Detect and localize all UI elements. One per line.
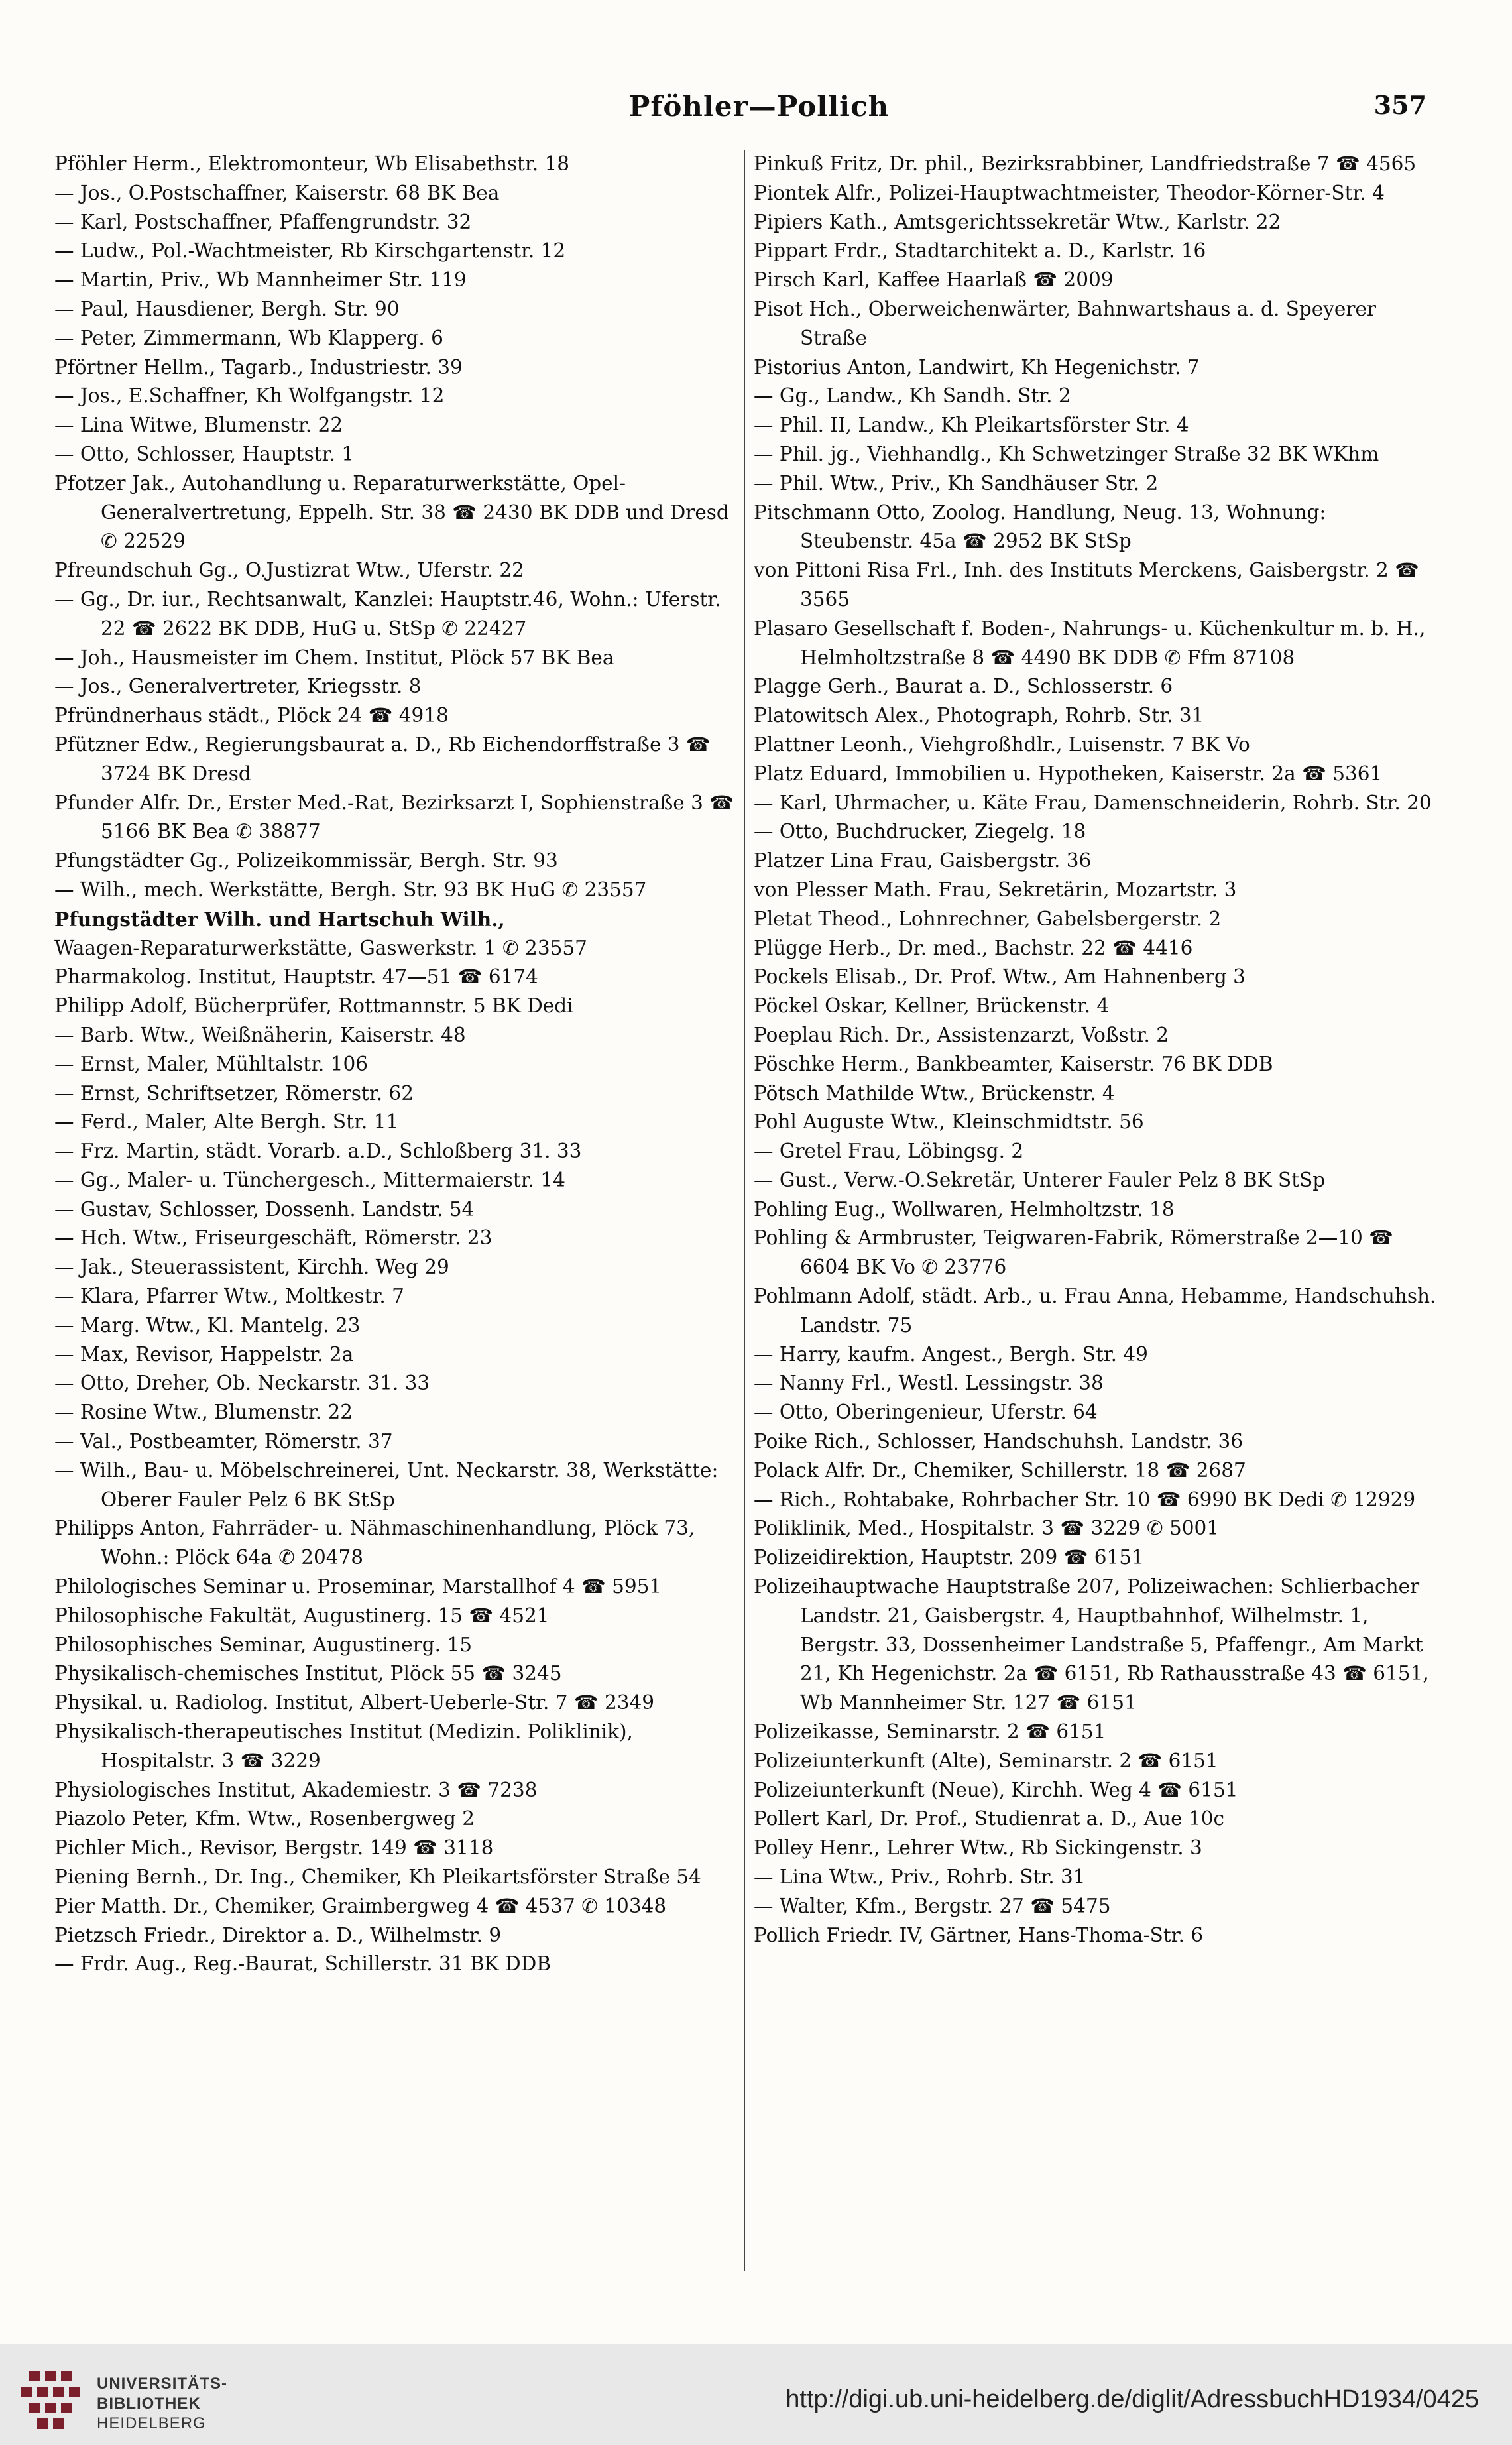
directory-entry: — Klara, Pfarrer Wtw., Moltkestr. 7 — [54, 1285, 404, 1308]
directory-entry: Pohling & Armbruster, Teigwaren-Fabrik, Römerstraße 2—10 ☎ 6604 BK Vo ✆ 23776 — [754, 1226, 1393, 1279]
directory-entry: Pisot Hch., Oberweichenwärter, Bahnwartshaus a. d. Speyerer Straße — [754, 297, 1377, 349]
directory-entry: Polizeiunterkunft (Neue), Kirchh. Weg 4 ☎ 6151 — [754, 1778, 1238, 1801]
left-column — [54, 150, 737, 2271]
directory-entry: — Karl, Postschaffner, Pfaffengrundstr. 32 — [54, 210, 472, 233]
directory-entry: — Otto, Schlosser, Hauptstr. 1 — [54, 442, 354, 465]
directory-entry: Pirsch Karl, Kaffee Haarlaß ☎ 2009 — [754, 268, 1114, 292]
directory-entry: Poeplau Rich. Dr., Assistenzarzt, Voßstr. 2 — [754, 1023, 1169, 1046]
directory-entry: Pharmakolog. Institut, Hauptstr. 47—51 ☎ 6174 — [54, 965, 538, 988]
directory-entry: Plasaro Gesellschaft f. Boden-, Nahrungs- u. Küchenkultur m. b. H., Helmholtzstraße 8 ☎ 4490 BK DDB ✆ Ffm 87108 — [754, 617, 1426, 669]
directory-entry: — Otto, Dreher, Ob. Neckarstr. 31. 33 — [54, 1372, 430, 1395]
directory-entry: — Lina Witwe, Blumenstr. 22 — [54, 414, 343, 437]
directory-entry: Pletat Theod., Lohnrechner, Gabelsbergerstr. 2 — [754, 907, 1222, 930]
library-seal-icon — [16, 2364, 89, 2437]
directory-entry: — Martin, Priv., Wb Mannheimer Str. 119 — [54, 268, 467, 292]
directory-entry: Pfunder Alfr. Dr., Erster Med.-Rat, Bezirksarzt I, Sophienstraße 3 ☎ 5166 BK Bea ✆ 38877 — [54, 791, 734, 843]
directory-entry: Polizeiunterkunft (Alte), Seminarstr. 2 ☎ 6151 — [754, 1749, 1218, 1772]
directory-entry: Piazolo Peter, Kfm. Wtw., Rosenbergweg 2 — [54, 1807, 475, 1830]
directory-entry: — Otto, Oberingenieur, Uferstr. 64 — [754, 1401, 1098, 1424]
directory-entry: Polizeidirektion, Hauptstr. 209 ☎ 6151 — [754, 1546, 1144, 1569]
directory-entry: — Wilh., mech. Werkstätte, Bergh. Str. 93 BK HuG ✆ 23557 — [54, 878, 647, 901]
directory-entry: Physikal. u. Radiolog. Institut, Albert-Ueberle-Str. 7 ☎ 2349 — [54, 1691, 655, 1714]
directory-entry: Pockels Elisab., Dr. Prof. Wtw., Am Hahnenberg 3 — [754, 965, 1246, 988]
directory-entry: Philologisches Seminar u. Proseminar, Marstallhof 4 ☎ 5951 — [54, 1575, 662, 1598]
directory-entry: — Gg., Maler- u. Tünchergesch., Mittermaierstr. 14 — [54, 1168, 565, 1191]
directory-entry: — Frz. Martin, städt. Vorarb. a.D., Schloßberg 31. 33 — [54, 1140, 582, 1163]
directory-entry: Polack Alfr. Dr., Chemiker, Schillerstr. 18 ☎ 2687 — [754, 1459, 1246, 1482]
directory-columns — [54, 150, 1453, 2271]
directory-entry: Philipp Adolf, Bücherprüfer, Rottmannstr. 5 BK Dedi — [54, 994, 573, 1018]
library-logo — [16, 2357, 255, 2437]
directory-entry: — Phil. jg., Viehhandlg., Kh Schwetzinger Straße 32 BK WKhm — [754, 442, 1379, 465]
directory-entry: — Gustav, Schlosser, Dossenh. Landstr. 54 — [54, 1197, 475, 1221]
directory-entry: Poliklinik, Med., Hospitalstr. 3 ☎ 3229 ✆ 5001 — [754, 1517, 1220, 1540]
logo-text-line2: BIBLIOTHEK — [97, 2395, 201, 2413]
directory-entry: Polley Henr., Lehrer Wtw., Rb Sickingenstr. 3 — [754, 1836, 1202, 1860]
column-divider — [744, 150, 745, 2271]
directory-entry: Polizeihauptwache Hauptstraße 207, Polizeiwachen: Schlierbacher Landstr. 21, Gaisbergstr. 4, Hauptbahnhof, Wilhelmstr. 1, Bergstr. 33, Dossenheimer Landstraße 5, Pfaffengr., Am Markt 21, Kh Hegenichstr. 2a ☎ 6151, Rb Rathausstraße 43 ☎ 6151, Wb Mannheimer Str. 127 ☎ 6151 — [754, 1575, 1429, 1714]
directory-entry: Pinkuß Fritz, Dr. phil., Bezirksrabbiner, Landfriedstraße 7 ☎ 4565 — [754, 152, 1417, 175]
logo-text-line3: HEIDELBERG — [97, 2415, 206, 2432]
library-footer — [0, 2344, 1512, 2445]
directory-entry: Pohlmann Adolf, städt. Arb., u. Frau Anna, Hebamme, Handschuhsh. Landstr. 75 — [754, 1285, 1436, 1337]
directory-entry: Pförtner Hellm., Tagarb., Industriestr. 39 — [54, 355, 463, 379]
directory-entry: Pföhler Herm., Elektromonteur, Wb Elisabethstr. 18 — [54, 152, 570, 175]
directory-entry: Waagen-Reparaturwerkstätte, Gaswerkstr. 1 ✆ 23557 — [54, 936, 587, 959]
directory-entry: — Jak., Steuerassistent, Kirchh. Weg 29 — [54, 1256, 449, 1279]
directory-entry: Pohling Eug., Wollwaren, Helmholtzstr. 18 — [754, 1197, 1175, 1221]
directory-entry: — Lina Wtw., Priv., Rohrb. Str. 31 — [754, 1866, 1086, 1889]
directory-entry: Pichler Mich., Revisor, Bergstr. 149 ☎ 3118 — [54, 1836, 494, 1860]
directory-entry: Piening Bernh., Dr. Ing., Chemiker, Kh Pleikartsförster Straße 54 — [54, 1866, 701, 1889]
directory-entry: Plagge Gerh., Baurat a. D., Schlosserstr. 6 — [754, 675, 1173, 698]
directory-entry: Pistorius Anton, Landwirt, Kh Hegenichstr. 7 — [754, 355, 1200, 379]
directory-entry: Pitschmann Otto, Zoolog. Handlung, Neug. 13, Wohnung: Steubenstr. 45a ☎ 2952 BK StSp — [754, 501, 1326, 553]
directory-entry: — Gg., Landw., Kh Sandh. Str. 2 — [754, 385, 1071, 408]
directory-entry: Plügge Herb., Dr. med., Bachstr. 22 ☎ 4416 — [754, 936, 1193, 959]
directory-entry: — Karl, Uhrmacher, u. Käte Frau, Damenschneiderin, Rohrb. Str. 20 — [754, 791, 1432, 814]
directory-entry: Poike Rich., Schlosser, Handschuhsh. Landstr. 36 — [754, 1430, 1244, 1453]
directory-entry: — Rich., Rohtabake, Rohrbacher Str. 10 ☎ 6990 BK Dedi ✆ 12929 — [754, 1488, 1416, 1511]
directory-entry: Pollich Friedr. IV, Gärtner, Hans-Thoma-Str. 6 — [754, 1923, 1204, 1946]
directory-entry: Piontek Alfr., Polizei-Hauptwachtmeister, Theodor-Körner-Str. 4 — [754, 181, 1385, 204]
directory-entry: Pöschke Herm., Bankbeamter, Kaiserstr. 76 BK DDB — [754, 1052, 1273, 1075]
directory-entry: — Jos., Generalvertreter, Kriegsstr. 8 — [54, 675, 422, 698]
directory-entry: — Max, Revisor, Happelstr. 2a — [54, 1342, 354, 1366]
directory-entry: Pfründnerhaus städt., Plöck 24 ☎ 4918 — [54, 704, 449, 727]
directory-entry: — Gust., Verw.-O.Sekretär, Unterer Fauler Pelz 8 BK StSp — [754, 1168, 1326, 1191]
directory-entry: — Nanny Frl., Westl. Lessingstr. 38 — [754, 1372, 1104, 1395]
directory-entry: von Plesser Math. Frau, Sekretärin, Mozartstr. 3 — [754, 878, 1237, 901]
directory-entry: — Jos., E.Schaffner, Kh Wolfgangstr. 12 — [54, 385, 445, 408]
directory-entry: — Paul, Hausdiener, Bergh. Str. 90 — [54, 297, 400, 320]
directory-entry: — Hch. Wtw., Friseurgeschäft, Römerstr. 23 — [54, 1226, 493, 1250]
directory-entry: — Phil. II, Landw., Kh Pleikartsförster Str. 4 — [754, 414, 1189, 437]
logo-text-line1: UNIVERSITÄTS- — [97, 2375, 228, 2393]
directory-entry: — Ernst, Maler, Mühltalstr. 106 — [54, 1052, 368, 1075]
directory-entry: Platowitsch Alex., Photograph, Rohrb. Str. 31 — [754, 704, 1204, 727]
directory-entry: Philosophische Fakultät, Augustinerg. 15 ☎ 4521 — [54, 1604, 550, 1627]
directory-entry: — Ludw., Pol.-Wachtmeister, Rb Kirschgartenstr. 12 — [54, 239, 566, 263]
directory-entry: — Walter, Kfm., Bergstr. 27 ☎ 5475 — [754, 1894, 1111, 1917]
directory-entry: Pippart Frdr., Stadtarchitekt a. D., Karlstr. 16 — [754, 239, 1206, 263]
directory-entry: Pfungstädter Wilh. und Hartschuh Wilh., — [54, 907, 505, 931]
directory-entry: — Val., Postbeamter, Römerstr. 37 — [54, 1430, 393, 1453]
directory-entry: — Rosine Wtw., Blumenstr. 22 — [54, 1401, 353, 1424]
directory-entry: Pipiers Kath., Amtsgerichtssekretär Wtw., Karlstr. 22 — [754, 210, 1281, 233]
directory-entry: — Joh., Hausmeister im Chem. Institut, Plöck 57 BK Bea — [54, 646, 614, 669]
directory-entry: Pfreundschuh Gg., O.Justizrat Wtw., Uferstr. 22 — [54, 559, 524, 582]
directory-entry: — Otto, Buchdrucker, Ziegelg. 18 — [754, 820, 1086, 843]
directory-entry: — Ernst, Schriftsetzer, Römerstr. 62 — [54, 1081, 414, 1104]
page-header — [60, 90, 1458, 130]
directory-entry: — Frdr. Aug., Reg.-Baurat, Schillerstr. 31 BK DDB — [54, 1952, 551, 1976]
directory-entry: — Wilh., Bau- u. Möbelschreinerei, Unt. Neckarstr. 38, Werkstätte: Oberer Fauler Pelz 6 BK StSp — [54, 1459, 719, 1511]
directory-entry: Philipps Anton, Fahrräder- u. Nähmaschinenhandlung, Plöck 73, Wohn.: Plöck 64a ✆ 20478 — [54, 1517, 695, 1569]
directory-entry: Polizeikasse, Seminarstr. 2 ☎ 6151 — [754, 1720, 1106, 1744]
directory-entry: Pollert Karl, Dr. Prof., Studienrat a. D., Aue 10c — [754, 1807, 1225, 1830]
directory-entry: Platz Eduard, Immobilien u. Hypotheken, Kaiserstr. 2a ☎ 5361 — [754, 762, 1383, 785]
right-column — [754, 150, 1436, 2271]
page-title: Pföhler—Pollich — [628, 90, 890, 123]
directory-entry: Philosophisches Seminar, Augustinerg. 15 — [54, 1633, 472, 1656]
directory-entry: Pohl Auguste Wtw., Kleinschmidtstr. 56 — [754, 1110, 1144, 1134]
directory-entry: Plattner Leonh., Viehgroßhdlr., Luisenstr. 7 BK Vo — [754, 733, 1250, 756]
directory-entry: — Phil. Wtw., Priv., Kh Sandhäuser Str. 2 — [754, 471, 1159, 495]
directory-entry: — Ferd., Maler, Alte Bergh. Str. 11 — [54, 1110, 399, 1134]
directory-entry: — Gretel Frau, Löbingsg. 2 — [754, 1140, 1024, 1163]
directory-entry: Physikalisch-therapeutisches Institut (Medizin. Poliklinik), Hospitalstr. 3 ☎ 3229 — [54, 1720, 633, 1772]
directory-entry: Physikalisch-chemisches Institut, Plöck 55 ☎ 3245 — [54, 1662, 562, 1685]
directory-entry: — Gg., Dr. iur., Rechtsanwalt, Kanzlei: Hauptstr.46, Wohn.: Uferstr. 22 ☎ 2622 BK DDB, HuG u. StSp ✆ 22427 — [54, 587, 721, 640]
directory-entry: Pötsch Mathilde Wtw., Brückenstr. 4 — [754, 1081, 1115, 1104]
directory-entry: Pietzsch Friedr., Direktor a. D., Wilhelmstr. 9 — [54, 1923, 502, 1946]
directory-entry: Pfotzer Jak., Autohandlung u. Reparaturwerkstätte, Opel-Generalvertretung, Eppelh. Str. 38 ☎ 2430 BK DDB und Dresd ✆ 22529 — [54, 471, 729, 553]
directory-entry: — Harry, kaufm. Angest., Bergh. Str. 49 — [754, 1342, 1148, 1366]
page-number: 357 — [1373, 90, 1426, 120]
directory-entry: — Jos., O.Postschaffner, Kaiserstr. 68 BK Bea — [54, 181, 500, 204]
directory-entry: — Marg. Wtw., Kl. Mantelg. 23 — [54, 1313, 361, 1337]
directory-entry: Pöckel Oskar, Kellner, Brückenstr. 4 — [754, 994, 1110, 1018]
directory-entry: — Barb. Wtw., Weißnäherin, Kaiserstr. 48 — [54, 1023, 466, 1046]
directory-entry: von Pittoni Risa Frl., Inh. des Instituts Merckens, Gaisbergstr. 2 ☎ 3565 — [754, 559, 1419, 611]
directory-entry: Pfungstädter Gg., Polizeikommissär, Bergh. Str. 93 — [54, 849, 558, 872]
source-url-link[interactable]: http://digi.ub.uni-heidelberg.de/diglit/AdressbuchHD1934/0425 — [785, 2385, 1479, 2413]
directory-entry: Platzer Lina Frau, Gaisbergstr. 36 — [754, 849, 1092, 872]
directory-entry: Physiologisches Institut, Akademiestr. 3 ☎ 7238 — [54, 1778, 538, 1801]
directory-entry: — Peter, Zimmermann, Wb Klapperg. 6 — [54, 326, 443, 349]
directory-entry: Pfützner Edw., Regierungsbaurat a. D., Rb Eichendorffstraße 3 ☎ 3724 BK Dresd — [54, 733, 711, 785]
directory-entry: Pier Matth. Dr., Chemiker, Graimbergweg 4 ☎ 4537 ✆ 10348 — [54, 1894, 667, 1917]
